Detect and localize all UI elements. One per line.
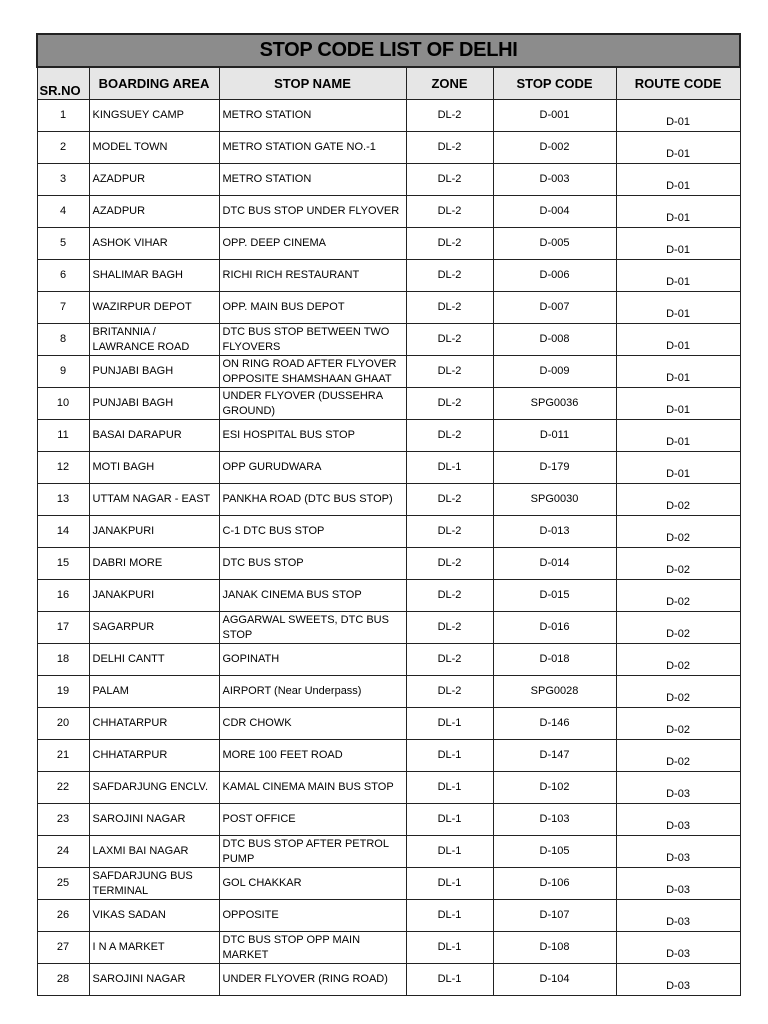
- cell-stop-name: METRO STATION GATE NO.-1: [219, 132, 406, 164]
- cell-boarding-area: BRITANNIA / LAWRANCE ROAD: [89, 324, 219, 356]
- cell-route-code: D-01: [616, 100, 740, 132]
- table-row: [37, 452, 740, 484]
- cell-boarding-area: SAGARPUR: [89, 612, 219, 644]
- cell-zone: DL-2: [406, 388, 493, 420]
- cell-sr-no: 10: [37, 388, 89, 420]
- cell-route-code: D-03: [616, 900, 740, 932]
- cell-stop-code: D-016: [493, 612, 616, 644]
- cell-sr-no: 17: [37, 612, 89, 644]
- table-row: [37, 612, 740, 644]
- cell-stop-code: D-015: [493, 580, 616, 612]
- header-zone: ZONE: [406, 67, 493, 100]
- header-stop-name: STOP NAME: [219, 67, 406, 100]
- cell-route-code: D-02: [616, 740, 740, 772]
- cell-sr-no: 13: [37, 484, 89, 516]
- table-row: [37, 548, 740, 580]
- cell-boarding-area: AZADPUR: [89, 196, 219, 228]
- cell-route-code: D-01: [616, 196, 740, 228]
- cell-boarding-area: MOTI BAGH: [89, 452, 219, 484]
- title-row: [37, 34, 740, 67]
- cell-stop-code: SPG0028: [493, 676, 616, 708]
- cell-sr-no: 15: [37, 548, 89, 580]
- cell-route-code: D-03: [616, 964, 740, 996]
- cell-stop-code: D-103: [493, 804, 616, 836]
- cell-sr-no: 18: [37, 644, 89, 676]
- cell-stop-code: D-105: [493, 836, 616, 868]
- cell-stop-name: POST OFFICE: [219, 804, 406, 836]
- cell-sr-no: 22: [37, 772, 89, 804]
- cell-sr-no: 25: [37, 868, 89, 900]
- cell-boarding-area: DABRI MORE: [89, 548, 219, 580]
- table-row: [37, 708, 740, 740]
- cell-zone: DL-2: [406, 164, 493, 196]
- table-row: [37, 260, 740, 292]
- cell-route-code: D-01: [616, 260, 740, 292]
- table-row: [37, 868, 740, 900]
- table-row: [37, 484, 740, 516]
- cell-zone: DL-2: [406, 292, 493, 324]
- cell-zone: DL-2: [406, 580, 493, 612]
- cell-boarding-area: LAXMI BAI NAGAR: [89, 836, 219, 868]
- cell-sr-no: 3: [37, 164, 89, 196]
- header-row: [37, 67, 740, 100]
- cell-stop-name: JANAK CINEMA BUS STOP: [219, 580, 406, 612]
- cell-zone: DL-2: [406, 260, 493, 292]
- cell-stop-name: AIRPORT (Near Underpass): [219, 676, 406, 708]
- cell-route-code: D-03: [616, 772, 740, 804]
- cell-sr-no: 24: [37, 836, 89, 868]
- table-row: [37, 804, 740, 836]
- cell-boarding-area: ASHOK VIHAR: [89, 228, 219, 260]
- cell-zone: DL-1: [406, 836, 493, 868]
- cell-route-code: D-01: [616, 356, 740, 388]
- cell-stop-name: CDR CHOWK: [219, 708, 406, 740]
- cell-stop-code: D-107: [493, 900, 616, 932]
- cell-sr-no: 27: [37, 932, 89, 964]
- cell-stop-code: D-013: [493, 516, 616, 548]
- header-sr-no: SR.NO: [37, 67, 89, 100]
- cell-stop-code: D-108: [493, 932, 616, 964]
- cell-boarding-area: WAZIRPUR DEPOT: [89, 292, 219, 324]
- cell-stop-name: METRO STATION: [219, 100, 406, 132]
- stop-code-table: [36, 33, 741, 996]
- cell-stop-code: D-147: [493, 740, 616, 772]
- page-title: STOP CODE LIST OF DELHI: [37, 34, 740, 67]
- cell-sr-no: 21: [37, 740, 89, 772]
- cell-stop-name: AGGARWAL SWEETS, DTC BUS STOP: [219, 612, 406, 644]
- header-route-code: ROUTE CODE: [616, 67, 740, 100]
- stop-code-sheet: [36, 33, 739, 996]
- cell-stop-code: D-018: [493, 644, 616, 676]
- cell-zone: DL-1: [406, 868, 493, 900]
- cell-stop-name: UNDER FLYOVER (RING ROAD): [219, 964, 406, 996]
- cell-stop-code: D-179: [493, 452, 616, 484]
- cell-zone: DL-1: [406, 772, 493, 804]
- header-stop-code: STOP CODE: [493, 67, 616, 100]
- cell-boarding-area: CHHATARPUR: [89, 740, 219, 772]
- cell-stop-code: D-104: [493, 964, 616, 996]
- cell-boarding-area: PALAM: [89, 676, 219, 708]
- cell-boarding-area: VIKAS SADAN: [89, 900, 219, 932]
- cell-route-code: D-01: [616, 324, 740, 356]
- cell-route-code: D-03: [616, 804, 740, 836]
- cell-zone: DL-2: [406, 132, 493, 164]
- cell-boarding-area: JANAKPURI: [89, 516, 219, 548]
- cell-route-code: D-02: [616, 708, 740, 740]
- cell-sr-no: 5: [37, 228, 89, 260]
- cell-zone: DL-1: [406, 452, 493, 484]
- cell-zone: DL-2: [406, 484, 493, 516]
- cell-route-code: D-01: [616, 420, 740, 452]
- cell-sr-no: 2: [37, 132, 89, 164]
- cell-boarding-area: CHHATARPUR: [89, 708, 219, 740]
- cell-sr-no: 9: [37, 356, 89, 388]
- table-row: [37, 196, 740, 228]
- cell-stop-name: MORE 100 FEET ROAD: [219, 740, 406, 772]
- table-row: [37, 836, 740, 868]
- cell-sr-no: 14: [37, 516, 89, 548]
- cell-sr-no: 12: [37, 452, 89, 484]
- table-row: [37, 932, 740, 964]
- cell-zone: DL-2: [406, 612, 493, 644]
- cell-sr-no: 8: [37, 324, 89, 356]
- table-row: [37, 164, 740, 196]
- cell-stop-name: OPPOSITE: [219, 900, 406, 932]
- table-row: [37, 324, 740, 356]
- cell-stop-code: D-007: [493, 292, 616, 324]
- cell-sr-no: 20: [37, 708, 89, 740]
- cell-stop-name: PANKHA ROAD (DTC BUS STOP): [219, 484, 406, 516]
- cell-boarding-area: KINGSUEY CAMP: [89, 100, 219, 132]
- table-row: [37, 580, 740, 612]
- cell-route-code: D-02: [616, 644, 740, 676]
- cell-zone: DL-2: [406, 228, 493, 260]
- cell-zone: DL-2: [406, 420, 493, 452]
- cell-sr-no: 26: [37, 900, 89, 932]
- cell-sr-no: 4: [37, 196, 89, 228]
- header-boarding-area: BOARDING AREA: [89, 67, 219, 100]
- cell-stop-name: ESI HOSPITAL BUS STOP: [219, 420, 406, 452]
- cell-route-code: D-02: [616, 516, 740, 548]
- cell-route-code: D-01: [616, 228, 740, 260]
- cell-stop-code: D-146: [493, 708, 616, 740]
- table-row: [37, 292, 740, 324]
- cell-zone: DL-1: [406, 932, 493, 964]
- cell-stop-name: DTC BUS STOP OPP MAIN MARKET: [219, 932, 406, 964]
- table-row: [37, 356, 740, 388]
- cell-sr-no: 19: [37, 676, 89, 708]
- cell-boarding-area: SAFDARJUNG ENCLV.: [89, 772, 219, 804]
- cell-stop-code: D-004: [493, 196, 616, 228]
- cell-boarding-area: AZADPUR: [89, 164, 219, 196]
- cell-route-code: D-03: [616, 932, 740, 964]
- cell-route-code: D-02: [616, 484, 740, 516]
- table-body: [37, 100, 740, 996]
- cell-boarding-area: MODEL TOWN: [89, 132, 219, 164]
- cell-route-code: D-01: [616, 132, 740, 164]
- cell-boarding-area: DELHI CANTT: [89, 644, 219, 676]
- table-row: [37, 516, 740, 548]
- cell-stop-code: SPG0036: [493, 388, 616, 420]
- table-row: [37, 420, 740, 452]
- cell-boarding-area: SAFDARJUNG BUS TERMINAL: [89, 868, 219, 900]
- cell-sr-no: 1: [37, 100, 89, 132]
- cell-stop-code: D-106: [493, 868, 616, 900]
- cell-sr-no: 11: [37, 420, 89, 452]
- table-row: [37, 644, 740, 676]
- table-row: [37, 100, 740, 132]
- cell-zone: DL-1: [406, 804, 493, 836]
- cell-stop-name: GOPINATH: [219, 644, 406, 676]
- cell-stop-code: D-014: [493, 548, 616, 580]
- table-row: [37, 132, 740, 164]
- cell-stop-code: D-002: [493, 132, 616, 164]
- cell-zone: DL-1: [406, 964, 493, 996]
- table-row: [37, 228, 740, 260]
- cell-boarding-area: JANAKPURI: [89, 580, 219, 612]
- cell-stop-code: D-003: [493, 164, 616, 196]
- table-row: [37, 772, 740, 804]
- cell-route-code: D-01: [616, 388, 740, 420]
- table-row: [37, 388, 740, 420]
- cell-stop-code: SPG0030: [493, 484, 616, 516]
- cell-route-code: D-02: [616, 548, 740, 580]
- cell-zone: DL-2: [406, 676, 493, 708]
- cell-zone: DL-2: [406, 100, 493, 132]
- cell-route-code: D-01: [616, 164, 740, 196]
- cell-stop-code: D-008: [493, 324, 616, 356]
- cell-stop-name: OPP. DEEP CINEMA: [219, 228, 406, 260]
- cell-stop-name: DTC BUS STOP: [219, 548, 406, 580]
- cell-zone: DL-2: [406, 644, 493, 676]
- cell-boarding-area: PUNJABI BAGH: [89, 388, 219, 420]
- cell-sr-no: 7: [37, 292, 89, 324]
- cell-stop-name: DTC BUS STOP UNDER FLYOVER: [219, 196, 406, 228]
- cell-stop-name: DTC BUS STOP AFTER PETROL PUMP: [219, 836, 406, 868]
- cell-stop-code: D-005: [493, 228, 616, 260]
- cell-boarding-area: UTTAM NAGAR - EAST: [89, 484, 219, 516]
- cell-stop-name: KAMAL CINEMA MAIN BUS STOP: [219, 772, 406, 804]
- cell-stop-name: METRO STATION: [219, 164, 406, 196]
- table-row: [37, 964, 740, 996]
- cell-route-code: D-01: [616, 292, 740, 324]
- cell-zone: DL-1: [406, 740, 493, 772]
- cell-zone: DL-2: [406, 324, 493, 356]
- cell-route-code: D-01: [616, 452, 740, 484]
- cell-sr-no: 28: [37, 964, 89, 996]
- cell-zone: DL-1: [406, 900, 493, 932]
- cell-boarding-area: SAROJINI NAGAR: [89, 804, 219, 836]
- cell-stop-name: UNDER FLYOVER (DUSSEHRA GROUND): [219, 388, 406, 420]
- cell-stop-name: GOL CHAKKAR: [219, 868, 406, 900]
- cell-stop-name: OPP. MAIN BUS DEPOT: [219, 292, 406, 324]
- cell-route-code: D-03: [616, 868, 740, 900]
- cell-zone: DL-1: [406, 708, 493, 740]
- cell-stop-name: ON RING ROAD AFTER FLYOVER OPPOSITE SHAMSHAAN GHAAT: [219, 356, 406, 388]
- cell-zone: DL-2: [406, 196, 493, 228]
- cell-stop-code: D-006: [493, 260, 616, 292]
- cell-stop-code: D-102: [493, 772, 616, 804]
- table-row: [37, 740, 740, 772]
- cell-stop-name: RICHI RICH RESTAURANT: [219, 260, 406, 292]
- cell-zone: DL-2: [406, 548, 493, 580]
- cell-boarding-area: SAROJINI NAGAR: [89, 964, 219, 996]
- cell-route-code: D-02: [616, 612, 740, 644]
- cell-boarding-area: SHALIMAR BAGH: [89, 260, 219, 292]
- cell-zone: DL-2: [406, 356, 493, 388]
- cell-boarding-area: PUNJABI BAGH: [89, 356, 219, 388]
- cell-route-code: D-03: [616, 836, 740, 868]
- cell-stop-name: C-1 DTC BUS STOP: [219, 516, 406, 548]
- cell-stop-code: D-011: [493, 420, 616, 452]
- cell-stop-code: D-009: [493, 356, 616, 388]
- cell-route-code: D-02: [616, 676, 740, 708]
- cell-stop-name: DTC BUS STOP BETWEEN TWO FLYOVERS: [219, 324, 406, 356]
- table-row: [37, 900, 740, 932]
- cell-route-code: D-02: [616, 580, 740, 612]
- cell-stop-name: OPP GURUDWARA: [219, 452, 406, 484]
- cell-sr-no: 16: [37, 580, 89, 612]
- cell-sr-no: 6: [37, 260, 89, 292]
- table-row: [37, 676, 740, 708]
- cell-stop-code: D-001: [493, 100, 616, 132]
- cell-boarding-area: I N A MARKET: [89, 932, 219, 964]
- cell-boarding-area: BASAI DARAPUR: [89, 420, 219, 452]
- cell-sr-no: 23: [37, 804, 89, 836]
- cell-zone: DL-2: [406, 516, 493, 548]
